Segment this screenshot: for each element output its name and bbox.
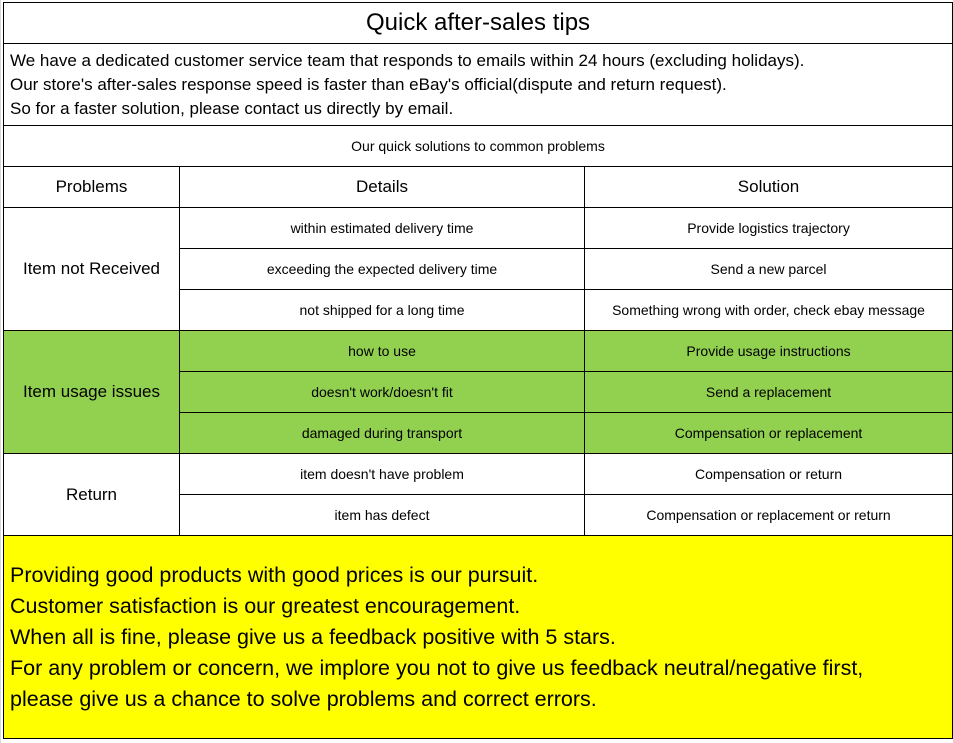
solution-cell[interactable]: Provide usage instructions <box>585 331 953 372</box>
category-return[interactable]: Return <box>4 454 180 536</box>
solution-cell[interactable]: Compensation or return <box>585 454 953 495</box>
category-item-usage-issues[interactable]: Item usage issues <box>4 331 180 454</box>
header-row <box>4 167 953 208</box>
footer-message[interactable] <box>4 536 953 739</box>
detail-cell[interactable]: doesn't work/doesn't fit <box>180 372 585 413</box>
intro-row <box>4 44 953 126</box>
solution-cell[interactable]: Send a replacement <box>585 372 953 413</box>
intro-cell[interactable] <box>4 44 953 126</box>
header-problems[interactable]: Problems <box>4 167 180 208</box>
detail-cell[interactable]: item doesn't have problem <box>180 454 585 495</box>
table-row <box>4 208 953 249</box>
footer-line: For any problem or concern, we implore you not to give us feedback neutral/negative first, <box>10 655 864 680</box>
detail-cell[interactable]: exceeding the expected delivery time <box>180 249 585 290</box>
intro-line: So for a faster solution, please contact us directly by email. <box>10 98 454 118</box>
footer-line: please give us a chance to solve problems and correct errors. <box>10 686 597 711</box>
detail-cell[interactable]: not shipped for a long time <box>180 290 585 331</box>
solution-cell[interactable]: Send a new parcel <box>585 249 953 290</box>
detail-cell[interactable]: damaged during transport <box>180 413 585 454</box>
after-sales-table <box>3 2 953 739</box>
category-item-not-received[interactable]: Item not Received <box>4 208 180 331</box>
header-solution[interactable]: Solution <box>585 167 953 208</box>
subtitle-row <box>4 126 953 167</box>
title-row <box>4 3 953 44</box>
detail-cell[interactable]: within estimated delivery time <box>180 208 585 249</box>
footer-line: Customer satisfaction is our greatest encouragement. <box>10 593 521 618</box>
solution-cell[interactable]: Something wrong with order, check ebay message <box>585 290 953 331</box>
solution-cell[interactable]: Provide logistics trajectory <box>585 208 953 249</box>
detail-cell[interactable]: how to use <box>180 331 585 372</box>
header-details[interactable]: Details <box>180 167 585 208</box>
solution-cell[interactable]: Compensation or replacement or return <box>585 495 953 536</box>
section-subtitle[interactable]: Our quick solutions to common problems <box>4 126 953 167</box>
footer-row <box>4 536 953 739</box>
footer-line: When all is fine, please give us a feedback positive with 5 stars. <box>10 624 616 649</box>
table-row <box>4 454 953 495</box>
detail-cell[interactable]: item has defect <box>180 495 585 536</box>
page-title[interactable]: Quick after-sales tips <box>4 3 953 44</box>
intro-line: We have a dedicated customer service team that responds to emails within 24 hours (excluding holidays). <box>10 50 805 70</box>
solution-cell[interactable]: Compensation or replacement <box>585 413 953 454</box>
intro-line: Our store's after-sales response speed is faster than eBay's official(dispute and return request). <box>10 74 727 94</box>
table-row <box>4 331 953 372</box>
footer-line: Providing good products with good prices is our pursuit. <box>10 562 539 587</box>
